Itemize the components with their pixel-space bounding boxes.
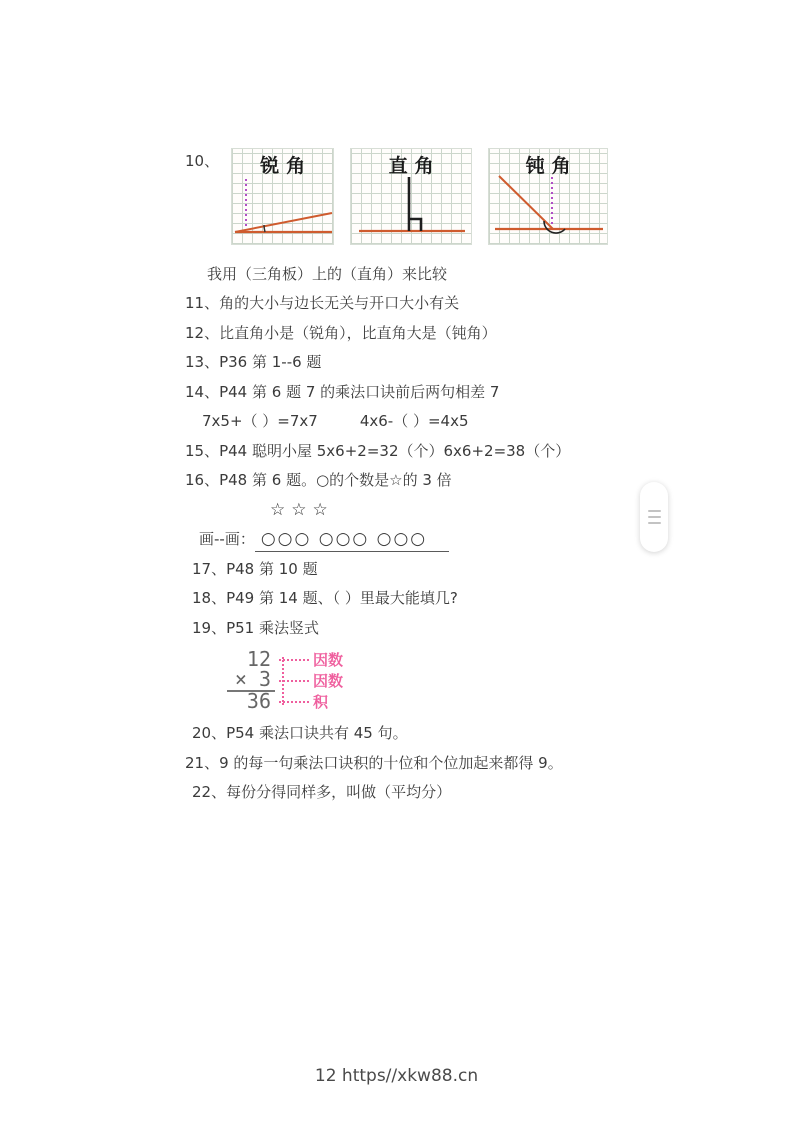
equation-2: 4x6-（ ）=4x5 [359,412,469,430]
multiplier: × 3 [227,669,275,692]
scroll-handle[interactable] [640,482,668,552]
right-angle-figure [351,149,473,246]
multiplicand: 12 [246,647,271,671]
obtuse-angle-figure [489,149,609,246]
note-line-13: 13、P36 第 1--6 题 [185,353,322,371]
note-line-22: 22、每份分得同样多，叫做（平均分） [192,783,452,801]
mult-row-multiplier [227,667,467,691]
acute-angle-title: 锐角 [260,155,313,177]
right-angle-title: 直角 [388,155,441,177]
handle-bar-icon [648,510,661,512]
angle-panel-obtuse [488,148,608,245]
product-label: 积 [313,693,329,711]
note-line-16: 16、P48 第 6 题。○的个数是☆的 3 倍 [185,471,452,489]
equation-1: 7x5+（ ）=7x7 [202,412,318,430]
note-line-18: 18、P49 第 14 题、（ ）里最大能填几? [192,589,458,607]
obtuse-angle-title: 钝角 [525,155,578,177]
stars-row: ☆☆☆ [270,499,334,520]
note-line-19: 19、P51 乘法竖式 [192,618,319,637]
acute-angle-figure [232,149,335,246]
handle-bar-icon [648,522,661,524]
product: 36 [246,689,271,713]
factor-label-2: 因数 [313,672,344,690]
note-line-21: 21、9 的每一句乘法口诀积的十位和个位加起来都得 9。 [185,753,563,772]
mult-row-product [227,691,467,712]
angle-panel-acute [231,148,334,245]
item-10-number: 10、 [185,152,220,170]
pink-dotted-connector [282,657,284,705]
equation-line [202,407,645,437]
item-10-row [185,148,645,245]
circles-underlined: ○○○ ○○○ ○○○ [255,529,449,552]
handle-bar-icon [648,516,661,518]
note-line-14: 14、P44 第 6 题 7 的乘法口诀前后两句相差 7 [185,382,500,401]
draw-circles-row [199,525,645,555]
draw-prefix: 画--画： [199,530,255,548]
factor-label-1: 因数 [313,651,344,669]
angle-panel-right [350,148,472,245]
note-line-15: 15、P44 聪明小屋 5x6+2=32（个）6x6+2=38（个） [185,441,571,460]
page-footer: 12 https//xkw88.cn [314,1066,479,1086]
note-line-17: 17、P48 第 10 题 [192,559,318,578]
note-line-12: 12、比直角小是（锐角），比直角大是（钝角） [185,323,497,342]
notes-document [185,148,645,808]
angle-panels [231,148,608,245]
item-10-caption: 我用（三角板）上的（直角）来比较 [207,265,448,283]
multiplication-figure [227,649,467,711]
note-line-20: 20、P54 乘法口诀共有 45 句。 [192,724,408,742]
note-line-11: 11、角的大小与边长无关与开口大小有关 [185,294,460,312]
